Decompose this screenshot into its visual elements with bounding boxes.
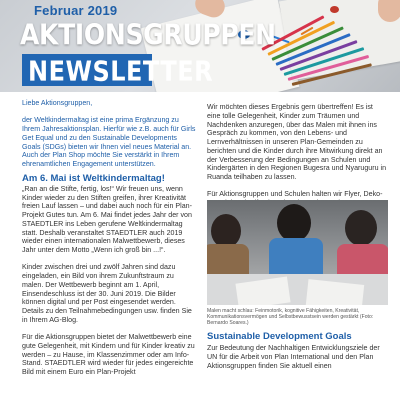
body-paragraph: Zur Bedeutung der Nachhaltigen Entwicklungsziele der UN für die Arbeit von Plan International und den Plan Aktionsgruppen finden Sie aktuell einen bbox=[207, 344, 380, 370]
issue-month: Februar 2019 bbox=[34, 3, 118, 18]
child-hand bbox=[378, 0, 400, 22]
header-photo bbox=[0, 0, 400, 92]
intro-paragraph: der Weltkindermaltag ist eine prima Ergänzung zu Ihrem Jahresaktionsplan. Hierfür wie z.B. auch für Girls Get Equal und zu den Sustainable Developments Goals (SDGs) bieten wir Ihnen viel neues Material an. Auch der Plan Shop möchte Sie verstärkt in Ihrem ehrenamtlichen Engagement unterstützen. bbox=[22, 116, 196, 168]
child-head bbox=[277, 204, 311, 242]
paint-mark bbox=[330, 6, 339, 13]
body-paragraph: Für Aktionsgruppen und Schulen halten wir Flyer, Deko- bbox=[207, 190, 383, 199]
body-paragraph: „Ran an die Stifte, fertig, los!“ Wir freuen uns, wenn Kinder wieder zu den Stiften greifen, ihrer Kreativität freien Lauf lassen – und dabei auch noch für ein Plan-Projekt Gutes tun. Am 6. Mai findet jedes Jahr der von STAEDTLER ins Leben gerufene Weltkindermaltag statt. Deshalb veranstaltet STAEDTLER auch 2019 wieder einen internationalen Malwettbewerb, dieses Jahr unter dem Motto „Wenn ich groß bin ...!“. bbox=[22, 184, 192, 254]
section-heading-sdgs: Sustainable Development Goals bbox=[207, 331, 352, 342]
child-head bbox=[211, 214, 241, 248]
body-paragraph: Kinder zwischen drei und zwölf Jahren sind dazu eingeladen, ein Bild von ihrem Zukunftstraum zu malen. Der Wettbewerb beginnt am 1. April, Einsendeschluss ist der 30. Juni 2019. Die Bilder können digital und per Post eingesendet werden. Details zu den Teilnahmebedingungen usw. finden Sie in Ihrem AG-Blog. bbox=[22, 263, 192, 324]
body-paragraph: Für die Aktionsgruppen bietet der Malwettbewerb eine gute Gelegenheit, mit Kindern und für Kinder kreativ zu werden – zu Hause, im Klassenzimmer oder am Info-Stand. STAEDTLER wird wieder für jedes eingereichte Bild mit einem Euro ein Plan-Projekt bbox=[22, 333, 195, 376]
body-paragraph: Wir möchten dieses Ergebnis gern übertreffen! Es ist eine tolle Gelegenheit, Kinder zum Träumen und Nachdenken anzuregen, über das Malen mit ihnen ins Gespräch zu kommen, von den Lebens- und Lernverhältnissen in unseren Plan-Gemeinden zu berichten und die Kinder durch ihre Mitwirkung direkt an der Verbesserung der Bedingungen an Schulen und Kindergärten in den Regionen Bugesra und Nyaruguru in Ruanda teilhaben zu lassen. bbox=[207, 103, 387, 181]
newsletter-title-line2: NEWSLETTER bbox=[28, 55, 214, 88]
child-head bbox=[345, 210, 377, 246]
children-drawing-photo bbox=[207, 200, 388, 305]
section-heading-weltkindermaltag: Am 6. Mai ist Weltkindermaltag! bbox=[22, 172, 165, 184]
greeting: Liebe Aktionsgruppen, bbox=[22, 99, 93, 107]
left-column bbox=[22, 100, 196, 377]
newsletter-title-line1: AKTIONSGRUPPEN bbox=[20, 18, 276, 52]
photo-caption: Malen macht schlau: Feinmotorik, kognitive Fähigkeiten, Kreativität, Kommunikationsvermögen und Selbstbewusstsein werden gestärkt (Foto: Bernardo Soares.) bbox=[207, 308, 374, 327]
